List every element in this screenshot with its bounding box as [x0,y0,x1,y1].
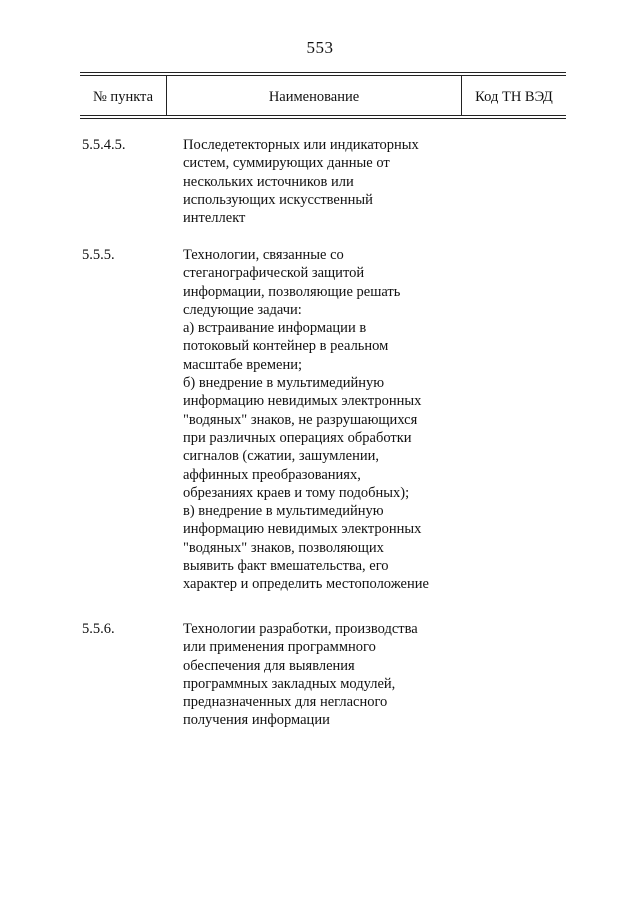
description-line: информацию невидимых электронных [183,521,422,538]
page-number: 553 [306,38,334,57]
description-line: получения информации [183,712,330,729]
header-name-column: Наименование [268,89,360,105]
description-line: обрезаниях краев и тому подобных); [183,484,410,501]
item-description [183,620,473,730]
header-bottom-rule [80,115,566,116]
description-line: в) внедрение в мультимедийную [183,503,384,520]
description-line: стеганографической защитой [183,265,365,282]
description-line: аффинных преобразованиях, [183,466,361,483]
header-code-column: Код ТН ВЭД [475,89,553,105]
description-line: информации, позволяющие решать [183,283,401,300]
description-line: Технологии, связанные со [183,247,344,263]
header-bottom-rule-inner [80,118,566,119]
item-description [183,246,473,594]
description-line: систем, суммирующих данные от [183,155,390,172]
description-line: следующие задачи: [183,301,302,318]
description-line: "водяных" знаков, позволяющих [183,539,384,556]
description-line: или применения программного [183,639,376,656]
header-top-rule [80,72,566,73]
description-line: масштабе времени; [183,356,303,373]
header-number-column: № пункта [92,89,154,105]
item-description [183,136,473,227]
item-number: 5.5.5. [82,247,115,263]
item-number: 5.5.6. [82,621,115,637]
description-line: интеллект [183,210,246,227]
header-top-rule-inner [80,75,566,76]
description-line: предназначенных для негласного [183,694,388,711]
description-line: характер и определить местоположение [183,576,429,593]
description-line: программных закладных модулей, [183,675,396,692]
description-line: Последетекторных или индикаторных [183,137,419,153]
description-line: б) внедрение в мультимедийную [183,375,385,392]
description-line: а) встраивание информации в [183,320,367,337]
description-line: обеспечения для выявления [183,657,355,674]
description-line: при различных операциях обработки [183,429,412,446]
description-line: использующих искусственный [183,191,373,208]
description-line: "водяных" знаков, не разрушающихся [183,411,418,428]
description-line: выявить факт вмешательства, его [183,558,389,575]
description-line: потоковый контейнер в реальном [183,338,389,355]
description-line: Технологии разработки, производства [183,621,418,637]
description-line: сигналов (сжатии, зашумлении, [183,448,380,465]
item-number: 5.5.4.5. [82,137,126,153]
description-line: информацию невидимых электронных [183,393,422,410]
description-line: нескольких источников или [183,173,354,190]
